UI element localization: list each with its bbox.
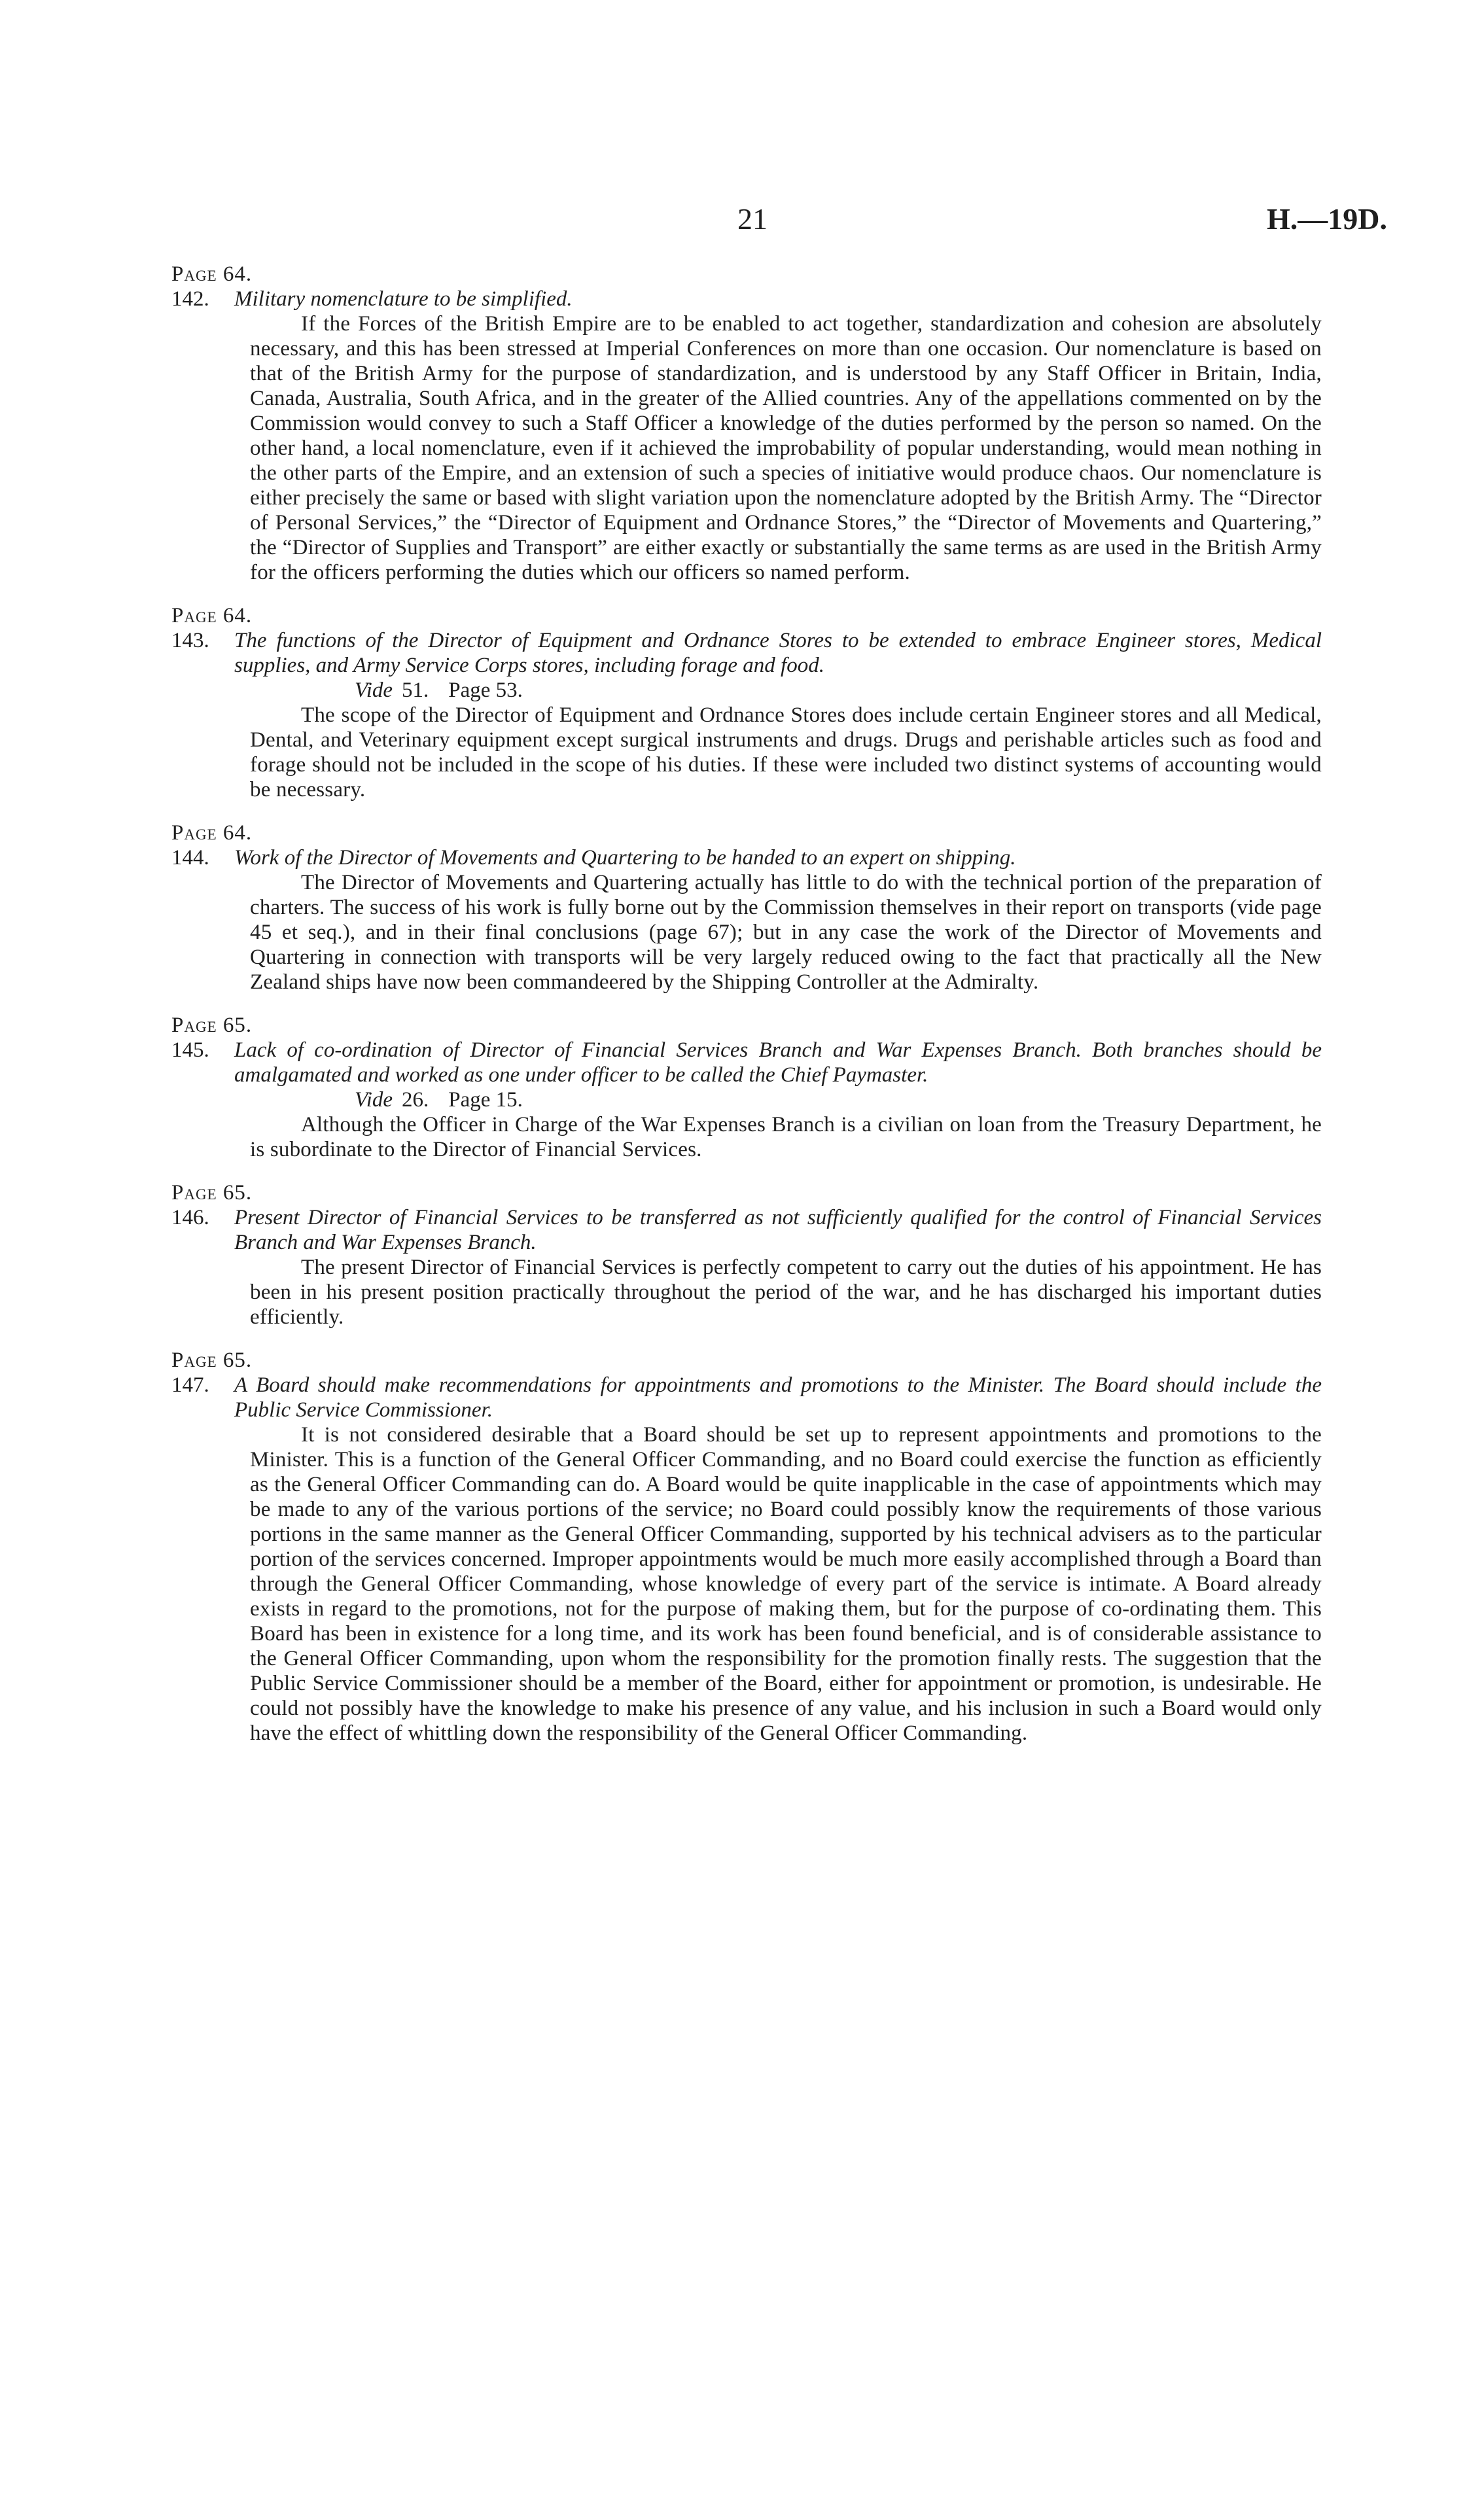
vide-page: Page 15. xyxy=(448,1088,523,1112)
section-body: The present Director of Financial Services is perfectly competent to carry out the duties of his appointment. He has been in his present position practically throughout the period of the war, and he has discharged his important duties efficiently. xyxy=(250,1256,1322,1329)
item-number: 142. xyxy=(171,287,209,311)
section-body: Although the Officer in Charge of the War Expenses Branch is a civilian on loan from the Treasury Department, he is subordinate to the Director of Financial Services. xyxy=(250,1113,1322,1161)
section-body: If the Forces of the British Empire are to be enabled to act together, standardization and cohesion are absolutely necessary, and this has been stressed at Imperial Conferences on more than one occasion. Our nomenclature is based on that of the British Army for the purpose of standardization, and is understood by any Staff Officer in Britain, India, Canada, Australia, South Africa, and in the greater of the Allied countries. Any of the appellations commented on by the Commission would convey to such a Staff Officer a knowledge of the duties performed by the person so named. On the other hand, a local nomenclature, even if it achieved the improbability of popular understanding, would mean nothing in the other parts of the Empire, and an extension of such a species of initiative would produce chaos. Our nomenclature is either precisely the same or based with slight variation upon the nomenclature adopted by the British Army. The “Director of Personal Services,” the “Director of Equipment and Ordnance Stores,” the “Director of Movements and Quartering,” the “Director of Supplies and Transport” are either exactly or substantially the same terms as are used in the British Army for the officers performing the duties which our officers so named perform. xyxy=(250,312,1322,584)
vide-label: Vide xyxy=(355,1088,393,1112)
document-code: H.—19D. xyxy=(1267,202,1387,236)
vide-label: Vide xyxy=(355,678,393,702)
vide-page: Page 53. xyxy=(448,678,523,702)
page-reference: Page 64. xyxy=(171,604,253,627)
section-heading xyxy=(171,845,1322,870)
item-number: 146. xyxy=(171,1206,209,1229)
section-body: The scope of the Director of Equipment and Ordnance Stores does include certain Engineer stores and all Medical, Dental, and Veterinary equipment except surgical instruments and drugs. Drugs and perishable articles such as food and forage should not be included in the scope of his duties. If these were included two distinct systems of accounting would be necessary. xyxy=(250,703,1322,802)
page-reference: Page 64. xyxy=(171,821,253,845)
section-144 xyxy=(171,820,1322,995)
section-heading xyxy=(171,287,1322,311)
section-146 xyxy=(171,1180,1322,1330)
vide-reference xyxy=(355,1087,1322,1112)
item-title: Present Director of Financial Services to be transferred as not sufficiently qualified for the control of Financial Services Branch and War Expenses Branch. xyxy=(234,1206,1322,1254)
section-heading xyxy=(171,1038,1322,1087)
section-heading xyxy=(171,628,1322,678)
section-heading xyxy=(171,1373,1322,1422)
page-content xyxy=(171,262,1322,1764)
item-title: Lack of co-ordination of Director of Financial Services Branch and War Expenses Branch. Both branches should be amalgamated and worked as one under officer to be called the Chief Paymaster. xyxy=(234,1038,1322,1087)
item-number: 147. xyxy=(171,1373,209,1397)
vide-reference xyxy=(355,678,1322,703)
item-number: 143. xyxy=(171,629,209,652)
page-number: 21 xyxy=(737,202,768,236)
page-reference: Page 65. xyxy=(171,1348,253,1372)
vide-number: 51. xyxy=(402,678,429,702)
section-body: It is not considered desirable that a Board should be set up to represent appointments and promotions to the Minister. This is a function of the General Officer Commanding, and no Board could exercise the function as efficiently as the General Officer Commanding can do. A Board would be quite inapplicable in the case of appointments which may be made to any of the various portions of the service; no Board could possibly know the requirements of those various portions in the same manner as the General Officer Commanding, supported by his technical advisers as to the particular portion of the services concerned. Improper appointments would be much more easily accomplished through a Board than through the General Officer Commanding, whose knowledge of every part of the service is intimate. A Board already exists in regard to the promotions, not for the purpose of making them, but for the purpose of co-ordinating them. This Board has been in existence for a long time, and its work has been found beneficial, and is of considerable assistance to the General Officer Commanding, upon whom the responsibility for the promotion finally rests. The suggestion that the Public Service Commissioner should be a member of the Board, either for appointment or promotion, is undesirable. He could not possibly have the knowledge to make his presence of any value, and his inclusion in such a Board would only have the effect of whittling down the responsibility of the General Officer Commanding. xyxy=(250,1423,1322,1745)
section-body: The Director of Movements and Quartering actually has little to do with the technical portion of the preparation of charters. The success of his work is fully borne out by the Commission themselves in their report on transports (vide page 45 et seq.), and in their final conclusions (page 67); but in any case the work of the Director of Movements and Quartering in connection with transports will be very largely reduced owing to the fact that practically all the New Zealand ships have now been commandeered by the Shipping Controller at the Admiralty. xyxy=(250,871,1322,994)
item-title: A Board should make recommendations for appointments and promotions to the Minister. The Board should include the Public Service Commissioner. xyxy=(234,1373,1322,1422)
section-145 xyxy=(171,1013,1322,1162)
item-number: 145. xyxy=(171,1038,209,1062)
section-heading xyxy=(171,1205,1322,1255)
item-title: The functions of the Director of Equipment and Ordnance Stores to be extended to embrace Engineer stores, Medical supplies, and Army Service Corps stores, including forage and food. xyxy=(234,629,1322,677)
page-reference: Page 64. xyxy=(171,262,253,286)
section-142 xyxy=(171,262,1322,585)
page-reference: Page 65. xyxy=(171,1181,253,1205)
item-title: Military nomenclature to be simplified. xyxy=(234,287,573,311)
section-143 xyxy=(171,603,1322,802)
page-reference: Page 65. xyxy=(171,1013,253,1037)
item-number: 144. xyxy=(171,846,209,870)
vide-number: 26. xyxy=(402,1088,429,1112)
item-title: Work of the Director of Movements and Quartering to be handed to an expert on shipping. xyxy=(234,846,1016,870)
section-147 xyxy=(171,1348,1322,1746)
